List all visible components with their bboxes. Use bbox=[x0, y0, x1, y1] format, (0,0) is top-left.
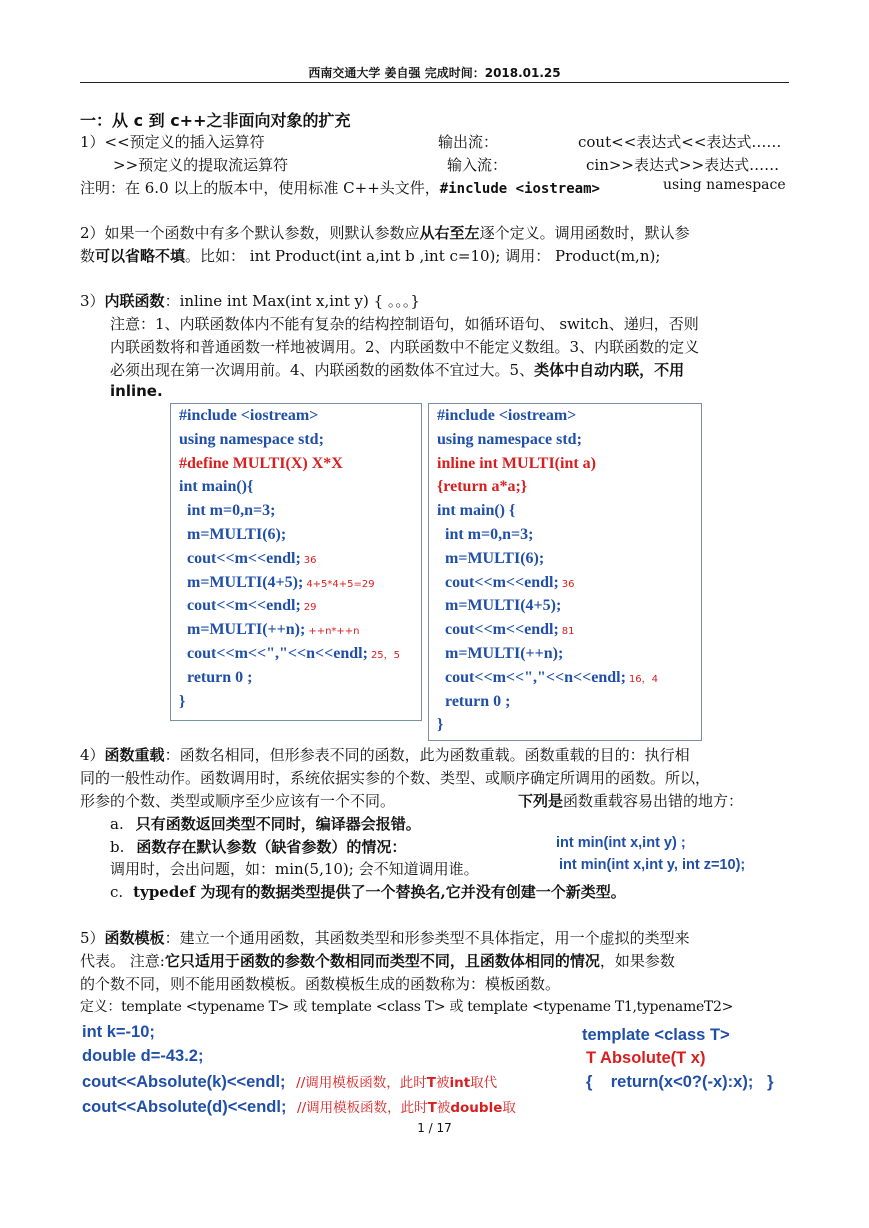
s4-item-a-marker: a. bbox=[110, 815, 124, 833]
s4-num: 4） bbox=[80, 746, 105, 764]
code-line bbox=[437, 550, 544, 568]
code-text: inline int MULTI(int a) bbox=[437, 454, 596, 472]
code-line bbox=[179, 645, 400, 663]
s4-item-b-2: 调用时，会出问题，如：min(5,10); 会不知道调用谁。 bbox=[110, 860, 479, 878]
code-line bbox=[179, 621, 360, 639]
code-line bbox=[437, 407, 576, 425]
code-line bbox=[179, 597, 317, 615]
s3-note-2: 内联函数将和普通函数一样地被调用。2、内联函数中不能定义数组。3、内联函数的定义 bbox=[110, 338, 700, 356]
s5-line2 bbox=[80, 950, 675, 971]
ex-cout-d-code: cout<<Absolute(d)<<endl; bbox=[82, 1098, 287, 1116]
code-output-note: 36 bbox=[561, 578, 575, 590]
s4-item-b-marker: b. bbox=[110, 838, 125, 856]
s5-num: 5） bbox=[80, 929, 105, 947]
code-line bbox=[437, 526, 533, 544]
code-text: int m=0,n=3; bbox=[437, 526, 534, 543]
ex-cout-d bbox=[82, 1096, 516, 1117]
code-line bbox=[437, 645, 563, 663]
s1-line2-mid: 输入流： bbox=[447, 156, 508, 174]
s5-line3: 的个数不同，则不能用函数模板。函数模板生成的函数称为：模板函数。 bbox=[80, 975, 561, 993]
code-text: cout<<m<<endl; bbox=[437, 621, 559, 639]
c2c: 被 bbox=[436, 1100, 451, 1116]
c1a: //调用模板函数，此时 bbox=[296, 1075, 427, 1091]
s1-using: using namespace bbox=[663, 177, 786, 193]
code-line bbox=[179, 407, 318, 425]
s1-line2-right: cin>>表达式>>表达式…… bbox=[586, 156, 780, 174]
s5-template-title: 函数模板 bbox=[104, 929, 165, 947]
ex-cout-k-comment bbox=[296, 1075, 497, 1091]
s3-note-3a: 必须出现在第一次调用前。4、内联函数的函数体不宜过大。5、 bbox=[110, 361, 535, 379]
code-line bbox=[437, 478, 527, 496]
c1b: T bbox=[426, 1075, 436, 1091]
code-text: m=MULTI(6); bbox=[437, 549, 545, 567]
code-line bbox=[179, 526, 286, 544]
code-text: cout<<m<<endl; bbox=[179, 597, 301, 615]
code-line bbox=[179, 478, 253, 496]
s2-emph-right-to-left: 从右至左 bbox=[419, 224, 480, 242]
code-text: m=MULTI(4+5); bbox=[179, 573, 304, 591]
c1c: 被 bbox=[435, 1075, 450, 1091]
s1-line1-right: cout<<表达式<<表达式…… bbox=[578, 133, 782, 151]
s1-line1-mid: 输出流： bbox=[438, 133, 499, 151]
code-text: using namespace std; bbox=[179, 430, 324, 448]
s4-item-b-text: 函数存在默认参数（缺省参数）的情况： bbox=[136, 838, 407, 856]
s3-line1 bbox=[80, 290, 420, 311]
code-text: #include <iostream> bbox=[437, 407, 577, 424]
code-text: #include <iostream> bbox=[179, 407, 319, 424]
code-line bbox=[179, 669, 252, 687]
c1e: 取代 bbox=[470, 1075, 498, 1091]
header-rule bbox=[80, 82, 789, 83]
s4-item-c-text: typedef 为现有的数据类型提供了一个替换名,它并没有创建一个新类型。 bbox=[133, 883, 626, 901]
ex-template-class: template <class T> bbox=[582, 1026, 730, 1044]
code-text: } bbox=[437, 716, 444, 734]
code-text: cout<<m<<endl; bbox=[437, 573, 559, 591]
s1-include: #include <iostream> bbox=[439, 181, 600, 197]
code-line bbox=[437, 693, 510, 711]
s5-text-c: ：建立一个通用函数，其函数类型和形参类型不具体指定，用一个虚拟的类型来 bbox=[164, 929, 690, 947]
s5-line4: 定义：template <typename T> 或 template <class T> 或 template <typename T1,typenameT2> bbox=[80, 999, 734, 1015]
code-line bbox=[437, 621, 575, 639]
code-text: } bbox=[179, 692, 186, 710]
code-text: {return a*a;} bbox=[437, 478, 528, 496]
s2-text-f: 。比如： int Product(int a,int b ,int c=10); 调用： Product(m,n); bbox=[185, 247, 661, 265]
code-line bbox=[179, 574, 375, 592]
code-output-note: 81 bbox=[561, 626, 575, 638]
code-text: using namespace std; bbox=[437, 430, 582, 448]
s5-line1 bbox=[80, 927, 690, 948]
s4-overload-title: 函数重载 bbox=[104, 746, 165, 764]
s2-emph-omit: 可以省略不填 bbox=[95, 247, 186, 265]
s2-text-a: 2）如果一个函数中有多个默认参数，则默认参数应 bbox=[80, 224, 420, 242]
code-text: int m=0,n=3; bbox=[179, 502, 276, 520]
s5-l2-emph: 它只适用于函数的参数个数相同而类型不同，且函数体相同的情况 bbox=[164, 952, 600, 970]
s1-note-text: 注明：在 6.0 以上的版本中，使用标准 C++头文件， bbox=[80, 179, 440, 197]
s3-note-1: 注意：1、内联函数体内不能有复杂的结构控制语句，如循环语句、 switch、递归，否则 bbox=[110, 315, 699, 333]
s2-line2 bbox=[80, 245, 660, 266]
code-text: return 0 ; bbox=[437, 692, 511, 710]
overload-example-1: int min(int x,int y) ; bbox=[556, 835, 686, 851]
code-text: cout<<m<<endl; bbox=[179, 549, 301, 567]
c2e: 取 bbox=[502, 1100, 516, 1116]
code-text: cout<<m<<","<<n<<endl; bbox=[437, 668, 626, 686]
s1-line3 bbox=[80, 177, 600, 198]
s3-note-3b: 类体中自动内联，不用 bbox=[534, 361, 685, 379]
code-line bbox=[437, 669, 658, 687]
s4-line2: 同的一般性动作。函数调用时，系统依据实参的个数、类型、或顺序确定所调用的函数。所以， bbox=[80, 769, 711, 787]
s5-l2-c: ，如果参数 bbox=[599, 952, 675, 970]
s4-item-b bbox=[110, 836, 406, 857]
s1-line2-left: >>预定义的提取流运算符 bbox=[113, 156, 289, 174]
code-text: m=MULTI(4+5); bbox=[437, 597, 562, 615]
s4-below-list: 下列是 bbox=[518, 792, 564, 810]
ex-template-body: { return(x<0?(-x):x); } bbox=[586, 1073, 774, 1091]
ex-cout-k-code: cout<<Absolute(k)<<endl; bbox=[82, 1073, 286, 1091]
s4-pitfalls: 函数重载容易出错的地方： bbox=[563, 792, 744, 810]
s2-text-d: 数 bbox=[80, 247, 96, 265]
ex-cout-d-comment bbox=[297, 1100, 516, 1116]
s3-num: 3） bbox=[80, 292, 105, 310]
code-text: m=MULTI(++n); bbox=[179, 621, 306, 639]
s4-line1 bbox=[80, 744, 690, 765]
c2d: double bbox=[450, 1100, 503, 1116]
code-output-note: ++n*++n bbox=[308, 626, 360, 638]
code-line bbox=[179, 502, 275, 520]
ex-int-k: int k=-10; bbox=[82, 1023, 155, 1041]
s3-note-4: inline. bbox=[110, 382, 163, 400]
code-line bbox=[437, 716, 443, 734]
code-text: int main() { bbox=[437, 502, 516, 520]
section-title: 一：从 c 到 c++之非面向对象的扩充 bbox=[80, 111, 351, 130]
s4-line3-a: 形参的个数、类型或顺序至少应该有一个不同。 bbox=[80, 792, 396, 810]
ex-template-sig: T Absolute(T x) bbox=[586, 1049, 706, 1067]
page-header: 西南交通大学 姜自强 完成时间：2018.01.25 bbox=[308, 66, 561, 80]
ex-double-d: double d=-43.2; bbox=[82, 1047, 204, 1065]
code-output-note: 36 bbox=[303, 554, 317, 566]
s4-item-c bbox=[110, 881, 626, 902]
code-output-note: 25，5 bbox=[370, 650, 401, 661]
s4-item-a bbox=[110, 813, 421, 834]
c2b: T bbox=[427, 1100, 437, 1116]
c2a: //调用模板函数，此时 bbox=[297, 1100, 428, 1116]
code-line bbox=[437, 431, 582, 449]
code-line bbox=[437, 597, 561, 615]
s4-item-c-marker: c. bbox=[110, 883, 124, 901]
s2-text-c: 逐个定义。调用函数时，默认参 bbox=[479, 224, 690, 242]
code-output-note: 4+5*4+5=29 bbox=[306, 578, 375, 590]
code-text: int main(){ bbox=[179, 478, 254, 496]
s3-inline-title: 内联函数 bbox=[104, 292, 165, 310]
code-line bbox=[179, 431, 324, 449]
s4-line3-b bbox=[518, 790, 743, 811]
overload-example-2: int min(int x,int y, int z=10); bbox=[559, 857, 746, 873]
code-box-inline bbox=[428, 403, 702, 741]
page-number: 1 / 17 bbox=[417, 1121, 452, 1135]
c1d: int bbox=[449, 1075, 471, 1091]
s1-line1-left: 1）<<预定义的插入运算符 bbox=[80, 133, 265, 151]
code-text: m=MULTI(++n); bbox=[437, 645, 564, 662]
ex-cout-k bbox=[82, 1071, 497, 1092]
code-line bbox=[437, 502, 515, 520]
s2-line1 bbox=[80, 222, 690, 243]
s4-text-c: ：函数名相同，但形参表不同的函数，此为函数重载。函数重载的目的：执行相 bbox=[164, 746, 690, 764]
code-text: cout<<m<<","<<n<<endl; bbox=[179, 645, 368, 662]
code-text: return 0 ; bbox=[179, 668, 253, 686]
code-output-note: 16，4 bbox=[628, 673, 659, 685]
code-line bbox=[437, 574, 575, 592]
s3-inline-def: ：inline int Max(int x,int y) { 。。。} bbox=[164, 292, 420, 310]
code-text: #define MULTI(X) X*X bbox=[179, 454, 343, 472]
code-box-define bbox=[170, 403, 422, 721]
code-line bbox=[437, 455, 596, 473]
code-text: m=MULTI(6); bbox=[179, 526, 287, 543]
s5-l2-a: 代表。 注意: bbox=[80, 952, 165, 970]
s3-note-3 bbox=[110, 359, 684, 380]
code-line bbox=[179, 455, 343, 473]
code-line bbox=[179, 550, 317, 568]
code-output-note: 29 bbox=[303, 602, 317, 614]
s4-item-a-text: 只有函数返回类型不同时，编译器会报错。 bbox=[135, 815, 421, 833]
code-line bbox=[179, 693, 185, 711]
